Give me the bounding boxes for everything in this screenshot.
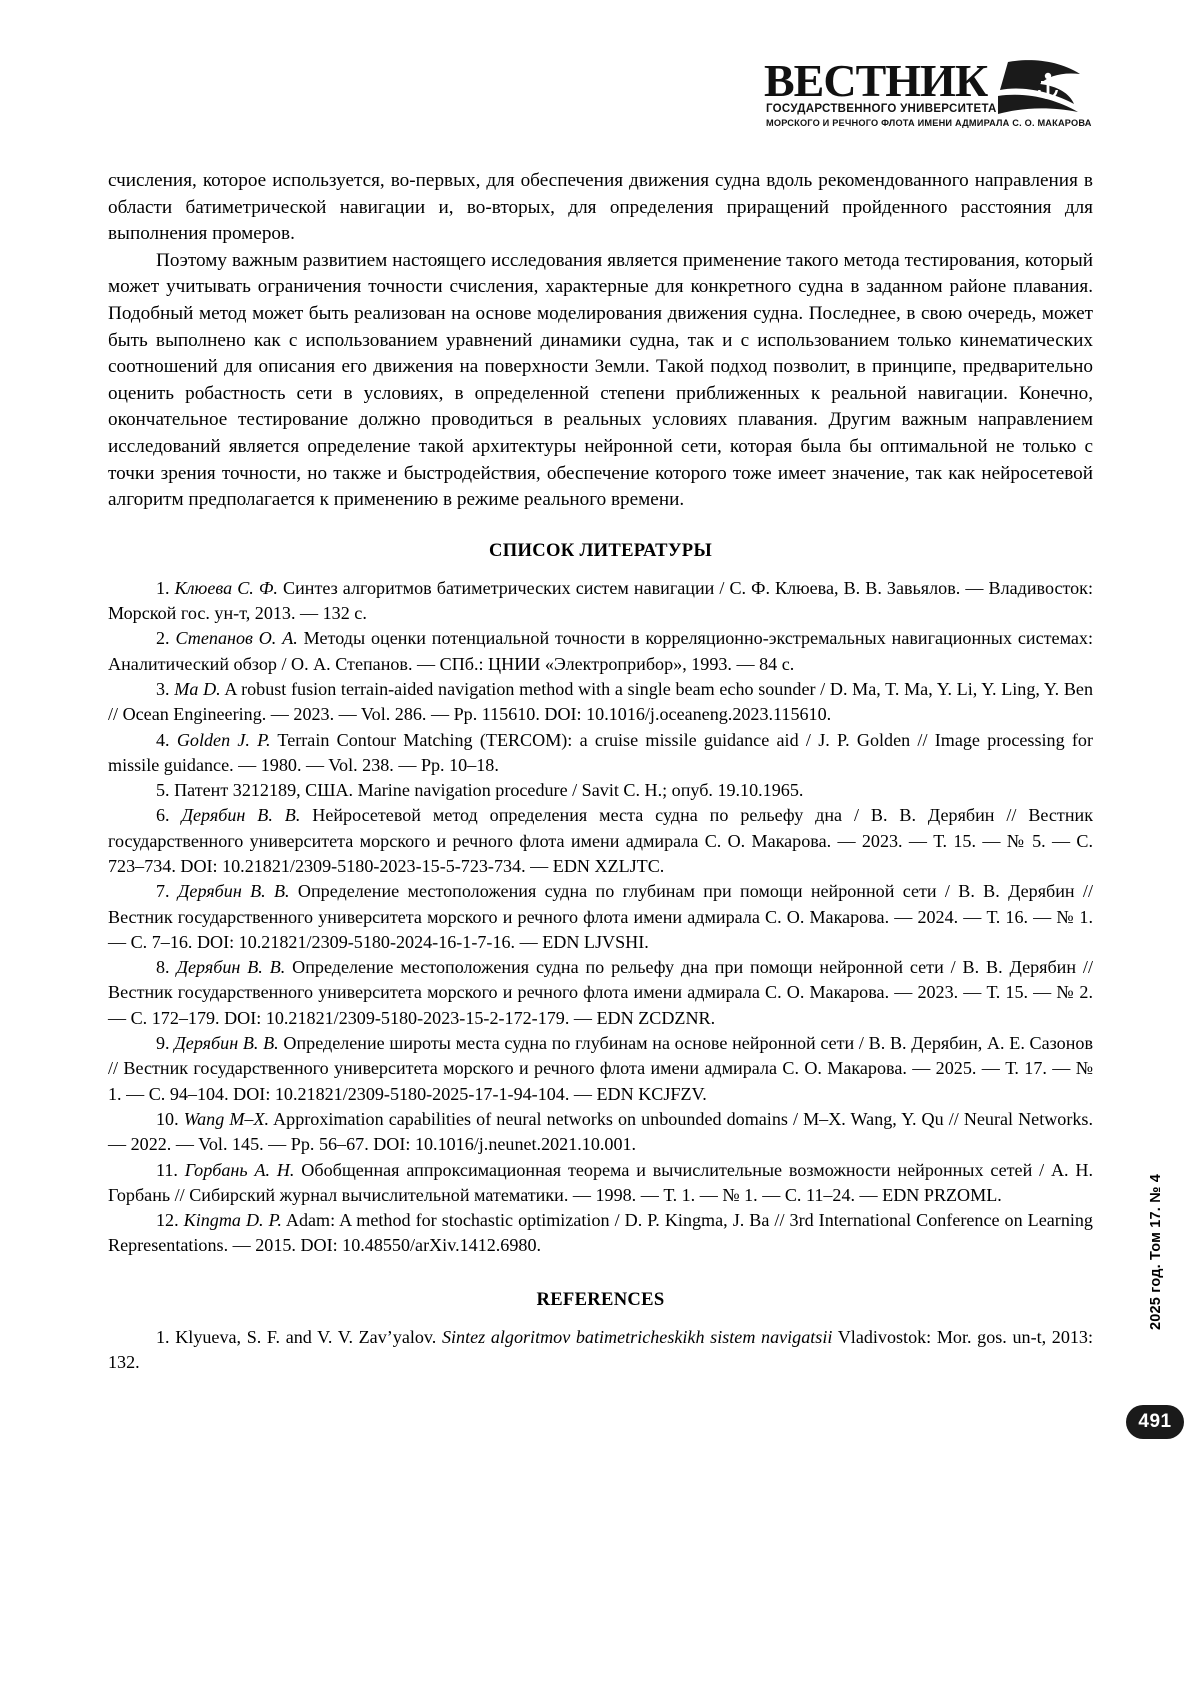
reference-number: 10.: [156, 1108, 179, 1129]
references-en-heading: REFERENCES: [536, 1288, 665, 1310]
reference-number: 9.: [156, 1033, 170, 1054]
reference-text: Terrain Contour Matching (TERCOM): a cruise missile guidance aid / J. P. Golden // Image processing for missile guidance. — 1980. — Vol. 238. — Pp. 10–18.: [108, 729, 1093, 775]
reference-author: Дерябин В. В.: [181, 805, 301, 826]
reference-title: Sintez algoritmov batimetricheskikh sistem navigatsii: [441, 1326, 833, 1347]
reference-item: [108, 1031, 1093, 1107]
reference-item: [108, 955, 1093, 1031]
paragraph-continuation: счисления, которое используется, во-первых, для обеспечения движения судна вдоль рекомендованного направления в области батиметрической навигации и, во-вторых, для определения приращений пройденного расстояния для выполнения промеров.: [108, 170, 1093, 245]
reference-text: Adam: A method for stochastic optimization / D. P. Kingma, J. Ba // 3rd International Conference on Learning Representations. — 2015. DOI: 10.48550/arXiv.1412.6980.: [108, 1210, 1093, 1256]
reference-author: Горбань А. Н.: [184, 1159, 295, 1180]
reference-item: [108, 1208, 1093, 1259]
reference-number: 4.: [156, 729, 170, 750]
reference-item: [108, 1158, 1093, 1209]
masthead-line1: ГОСУДАРСТВЕННОГО УНИВЕРСИТЕТА: [766, 103, 997, 115]
reference-number: 1.: [156, 1326, 170, 1347]
reference-item: [108, 803, 1093, 879]
reference-text-tail: Vladivostok: Mor. gos. un-t, 2013: 132.: [108, 1326, 1094, 1373]
reference-text: Обобщенная аппроксимационная теорема и вычислительные возможности нейронных сетей / А. Н. Горбань // Сибирский журнал вычислительной математики. — 1998. — Т. 1. — № 1. — С. 11–24. — EDN PRZOML.: [108, 1159, 1093, 1205]
reference-text: Klyueva, S. F. and V. V. Zav’yalov.: [175, 1326, 442, 1347]
references-ru-heading: СПИСОК ЛИТЕРАТУРЫ: [488, 539, 713, 561]
page-content: [108, 168, 1093, 1375]
reference-number: 2.: [156, 628, 170, 649]
reference-author: Дерябин В. В.: [174, 1033, 279, 1054]
reference-item: [108, 778, 1093, 803]
reference-number: 7.: [156, 881, 170, 902]
reference-number: 12.: [156, 1210, 179, 1231]
reference-text: Синтез алгоритмов батиметрических систем навигации / С. Ф. Клюева, В. В. Завьялов. — Владивосток: Морской гос. ун-т, 2013. — 132 с.: [108, 577, 1094, 624]
paragraph-discussion: Поэтому важным развитием настоящего исследования является применение такого метода тестирования, который может учитывать ограничения точности счисления, характерные для конкретного судна в заданном районе плавания. Подобный метод может быть реализован на основе моделирования движения судна. Последнее, в свою очередь, может быть выполнено как с использованием уравнений динамики судна, так и с использованием только кинематических соотношений для описания его движения на поверхности Земли. Такой подход позволит, в принципе, предварительно оценить робастность сети в условиях, в определенной степени приближенных к реальной навигации. Конечно, окончательное тестирование должно проводиться в реальных условиях плавания. Другим важным направлением исследований является определение такой архитектуры нейронной сети, которая была бы оптимальной не только с точки зрения точности, но также и быстродействия, обеспечение которого тоже имеет значение, так как нейросетевой алгоритм предполагается к применению в режиме реального времени.: [108, 249, 1093, 511]
reference-text: Определение местоположения судна по рельефу дна при помощи нейронной сети / В. В. Дерябин // Вестник государственного университета морского и речного флота имени адмирала С. О. Макарова. — 2023. — Т. 15. — № 2. — С. 172–179. DOI: 10.21821/2309-5180-2023-15-2-172-179. — EDN ZCDZNR.: [108, 957, 1093, 1028]
reference-number: 8.: [156, 957, 170, 978]
reference-author: Дерябин В. В.: [177, 881, 290, 902]
reference-item: [108, 728, 1093, 779]
reference-author: Ma D.: [174, 678, 221, 699]
references-ru-list: [108, 576, 1093, 1259]
reference-author: Golden J. P.: [176, 729, 271, 750]
reference-author: Kingma D. P.: [183, 1210, 282, 1231]
reference-number: 5.: [156, 780, 170, 801]
masthead-title: ВЕСТНИК: [764, 55, 988, 106]
reference-item: [108, 879, 1093, 955]
reference-number: 1.: [156, 577, 170, 598]
reference-number: 11.: [156, 1159, 178, 1180]
reference-item: [108, 1325, 1093, 1376]
reference-text: Патент 3212189, США. Marine navigation procedure / Savit C. H.; опуб. 19.10.1965.: [174, 780, 804, 801]
reference-number: 6.: [156, 805, 170, 826]
reference-item: [108, 1107, 1093, 1158]
reference-text: Approximation capabilities of neural networks on unbounded domains / M–X. Wang, Y. Qu // Neural Networks. — 2022. — Vol. 145. — Pp. 56–67. DOI: 10.1016/j.neunet.2021.10.001.: [108, 1108, 1093, 1155]
reference-text: Определение местоположения судна по глубинам при помощи нейронной сети / В. В. Дерябин // Вестник государственного университета морского и речного флота имени адмирала С. О. Макарова. — 2024. — Т. 16. — № 1. — С. 7–16. DOI: 10.21821/2309-5180-2024-16-1-7-16. — EDN LJVSHI.: [108, 881, 1093, 952]
reference-author: Степанов О. А.: [175, 628, 298, 649]
references-en-list: [108, 1325, 1093, 1376]
reference-text: Нейросетевой метод определения места судна по рельефу дна / В. В. Дерябин // Вестник государственного университета морского и речного флота имени адмирала С. О. Макарова. — 2023. — Т. 15. — № 5. — С. 723–734. DOI: 10.21821/2309-5180-2023-15-5-723-734. — EDN XZLJTC.: [108, 805, 1093, 876]
reference-item: [108, 626, 1093, 677]
journal-masthead: [762, 52, 1092, 134]
reference-author: Wang M–X.: [183, 1108, 270, 1129]
reference-author: Дерябин В. В.: [176, 957, 286, 978]
masthead-line2: МОРСКОГО И РЕЧНОГО ФЛОТА ИМЕНИ АДМИРАЛА С. О. МАКАРОВА: [766, 118, 1092, 128]
page-number-badge: 491: [1126, 1405, 1184, 1439]
running-head: 2025 год. Том 17. № 4: [1148, 1173, 1164, 1330]
reference-author: Клюева С. Ф.: [174, 577, 278, 598]
reference-text: A robust fusion terrain-aided navigation method with a single beam echo sounder / D. Ma, T. Ma, Y. Li, Y. Ling, Y. Ben // Ocean Engineering. — 2023. — Vol. 286. — Pp. 115610. DOI: 10.1016/j.oceaneng.2023.115610.: [108, 678, 1094, 725]
reference-text: Определение широты места судна по глубинам на основе нейронной сети / В. В. Дерябин, А. Е. Сазонов // Вестник государственного университета морского и речного флота имени адмирала С. О. Макарова. — 2025. — Т. 17. — № 1. — С. 94–104. DOI: 10.21821/2309-5180-2025-17-1-94-104. — EDN KCJFZV.: [108, 1033, 1094, 1104]
reference-text: Методы оценки потенциальной точности в корреляционно-экстремальных навигационных системах: Аналитический обзор / О. А. Степанов. — СПб.: ЦНИИ «Электроприбор», 1993. — 84 с.: [108, 628, 1094, 674]
reference-item: [108, 576, 1093, 627]
reference-number: 3.: [156, 678, 170, 699]
reference-item: [108, 677, 1093, 728]
